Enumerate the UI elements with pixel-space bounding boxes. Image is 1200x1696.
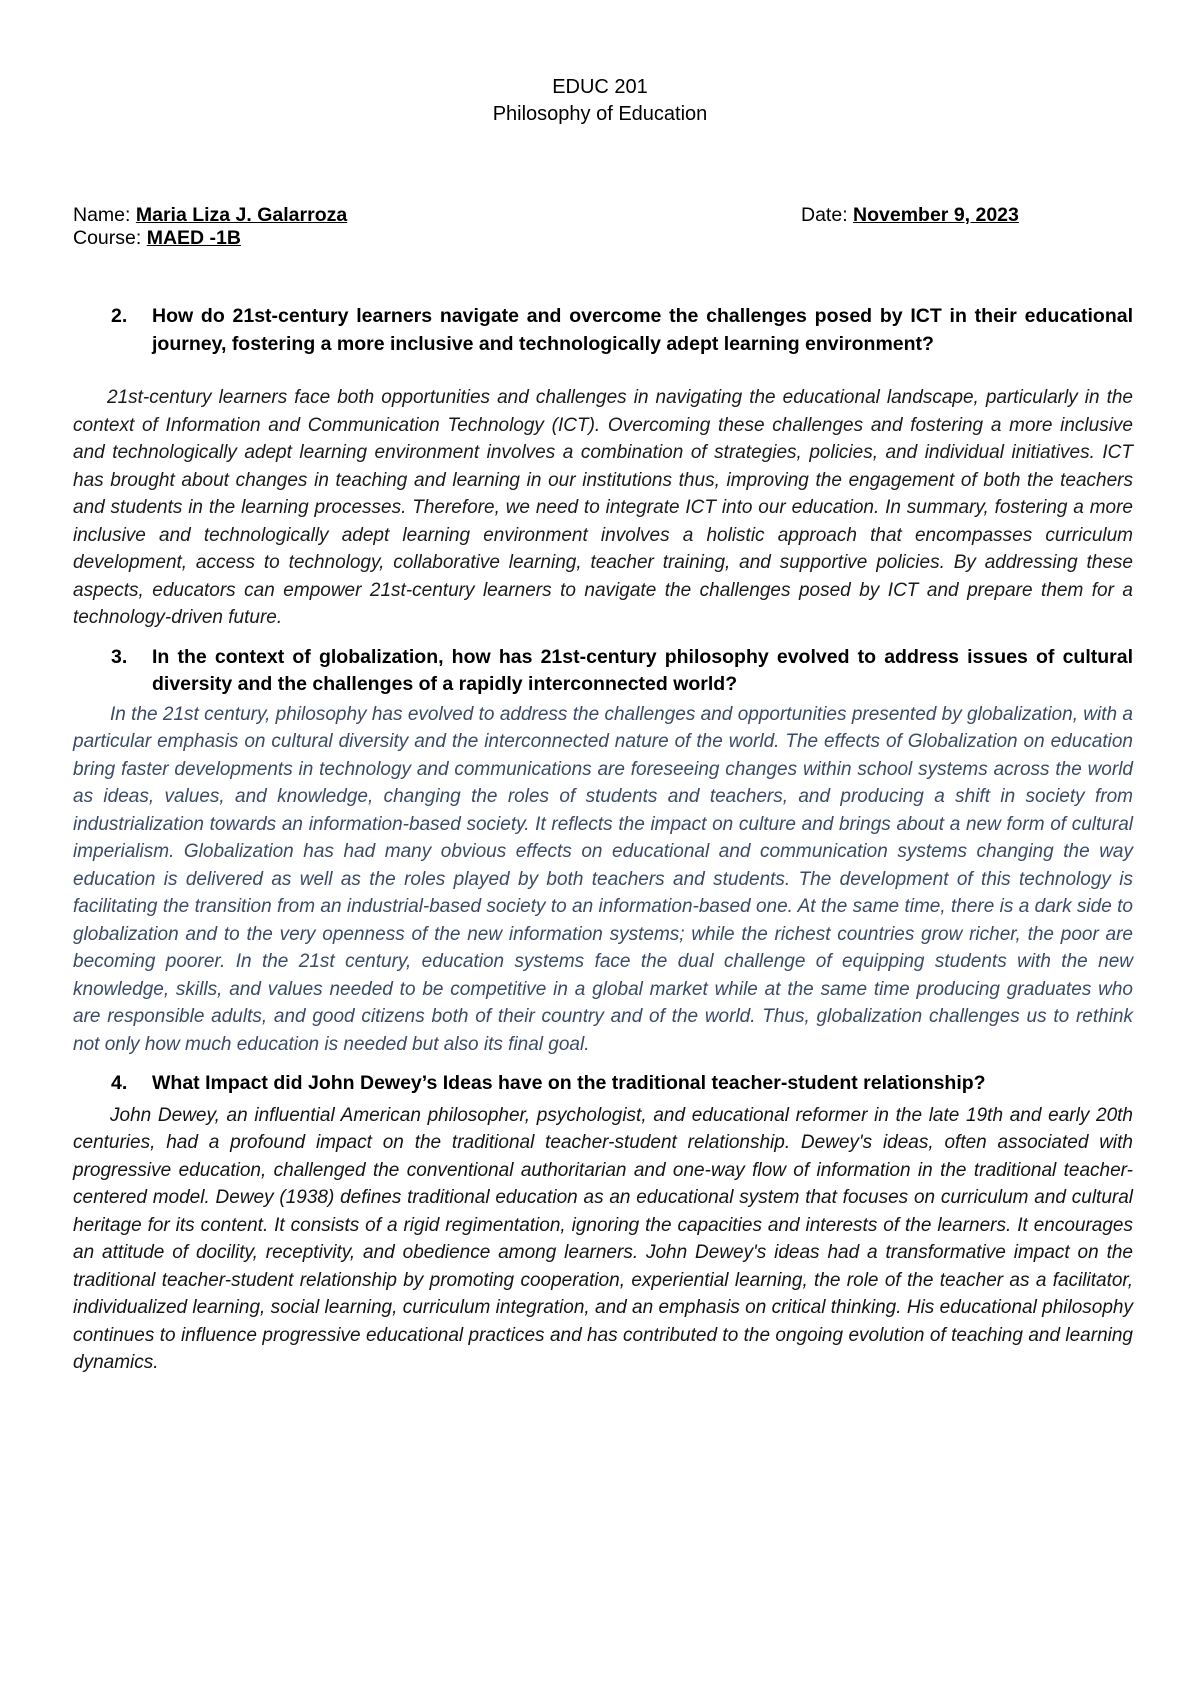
answer-3: In the 21st century, philosophy has evolved to address the challenges and opportunities presented by globalization, with a particular emphasis on cultural diversity and the interconnected nature of the world. The effects of Globalization on education bring faster developments in technology and communications are foreseeing changes within school systems across the world as ideas, values, and knowledge, changing the roles of students and teachers, and producing a shift in society from industrialization towards an information-based society. It reflects the impact on culture and brings about a new form of cultural imperialism. Globalization has had many obvious effects on educational and communication systems changing the way education is delivered as well as the roles played by both teachers and students. The development of this technology is facilitating the transition from an industrial-based society to an information-based one. At the same time, there is a dark side to globalization and to the very openness of the new information systems; while the richest countries grow richer, the poor are becoming poorer. In the 21st century, education systems face the dual challenge of equipping students with the new knowledge, skills, and values needed to be competitive in a global market while at the same time producing graduates who are responsible adults, and good citizens both of their country and of the world. Thus, globalization challenges us to rethink not only how much education is needed but also its final goal. <box>73 703 1133 1055</box>
course-code: EDUC 201 <box>552 76 648 98</box>
course-row <box>73 227 1133 250</box>
question-3 <box>73 644 1133 699</box>
question-text: In the context of globalization, how has 21st-century philosophy evolved to address issues of cultural diversity and the challenges of a rapidly interconnected world? <box>152 645 1133 695</box>
date-label: Date: <box>801 204 854 226</box>
question-text: How do 21st-century learners navigate and overcome the challenges posed by ICT in their educational journey, fostering a more inclusive and technologically adept learning environment? <box>152 305 1133 355</box>
question-number: 3. <box>111 645 128 668</box>
question-text: What Impact did John Dewey’s Ideas have on the traditional teacher-student relationship? <box>152 1072 986 1094</box>
document-header <box>0 74 1200 128</box>
course-value: MAED -1B <box>146 227 241 249</box>
course-title: Philosophy of Education <box>492 103 708 125</box>
student-info <box>73 204 1133 250</box>
course-label: Course: <box>73 227 147 249</box>
date-field <box>801 204 1019 227</box>
question-number: 4. <box>111 1072 128 1094</box>
name-value: Maria Liza J. Galarroza <box>135 204 348 226</box>
question-2 <box>73 303 1133 358</box>
document-body <box>73 303 1133 1377</box>
question-4 <box>73 1070 1133 1098</box>
answer-4: John Dewey, an influential American philosopher, psychologist, and educational reformer in the late 19th and early 20th centuries, had a profound impact on the traditional teacher-student relationship. Dewey's ideas, often associated with progressive education, challenged the conventional authoritarian and one-way flow of information in the traditional teacher-centered model. Dewey (1938) defines traditional education as an educational system that focuses on curriculum and cultural heritage for its content. It consists of a rigid regimentation, ignoring the capacities and interests of the learners. It encourages an attitude of docility, receptivity, and obedience among learners. John Dewey's ideas had a transformative impact on the traditional teacher-student relationship by promoting cooperation, experiential learning, the role of the teacher as a facilitator, individualized learning, social learning, curriculum integration, and an emphasis on critical thinking. His educational philosophy continues to influence progressive educational practices and has contributed to the ongoing evolution of teaching and learning dynamics. <box>73 1104 1133 1373</box>
name-date-row <box>73 204 1133 227</box>
name-label: Name: <box>73 204 136 226</box>
answer-2: 21st-century learners face both opportunities and challenges in navigating the educational landscape, particularly in the context of Information and Communication Technology (ICT). Overcoming these challenges and fostering a more inclusive and technologically adept learning environment involves a combination of strategies, policies, and individual initiatives. ICT has brought about changes in teaching and learning in our institutions thus, improving the engagement of both the teachers and students in the learning processes. Therefore, we need to integrate ICT into our education. In summary, fostering a more inclusive and technologically adept learning environment involves a holistic approach that encompasses curriculum development, access to technology, collaborative learning, teacher training, and supportive policies. By addressing these aspects, educators can empower 21st-century learners to navigate the challenges posed by ICT and prepare them for a technology-driven future. <box>73 387 1133 628</box>
question-number: 2. <box>111 305 128 327</box>
date-value: November 9, 2023 <box>853 204 1019 226</box>
